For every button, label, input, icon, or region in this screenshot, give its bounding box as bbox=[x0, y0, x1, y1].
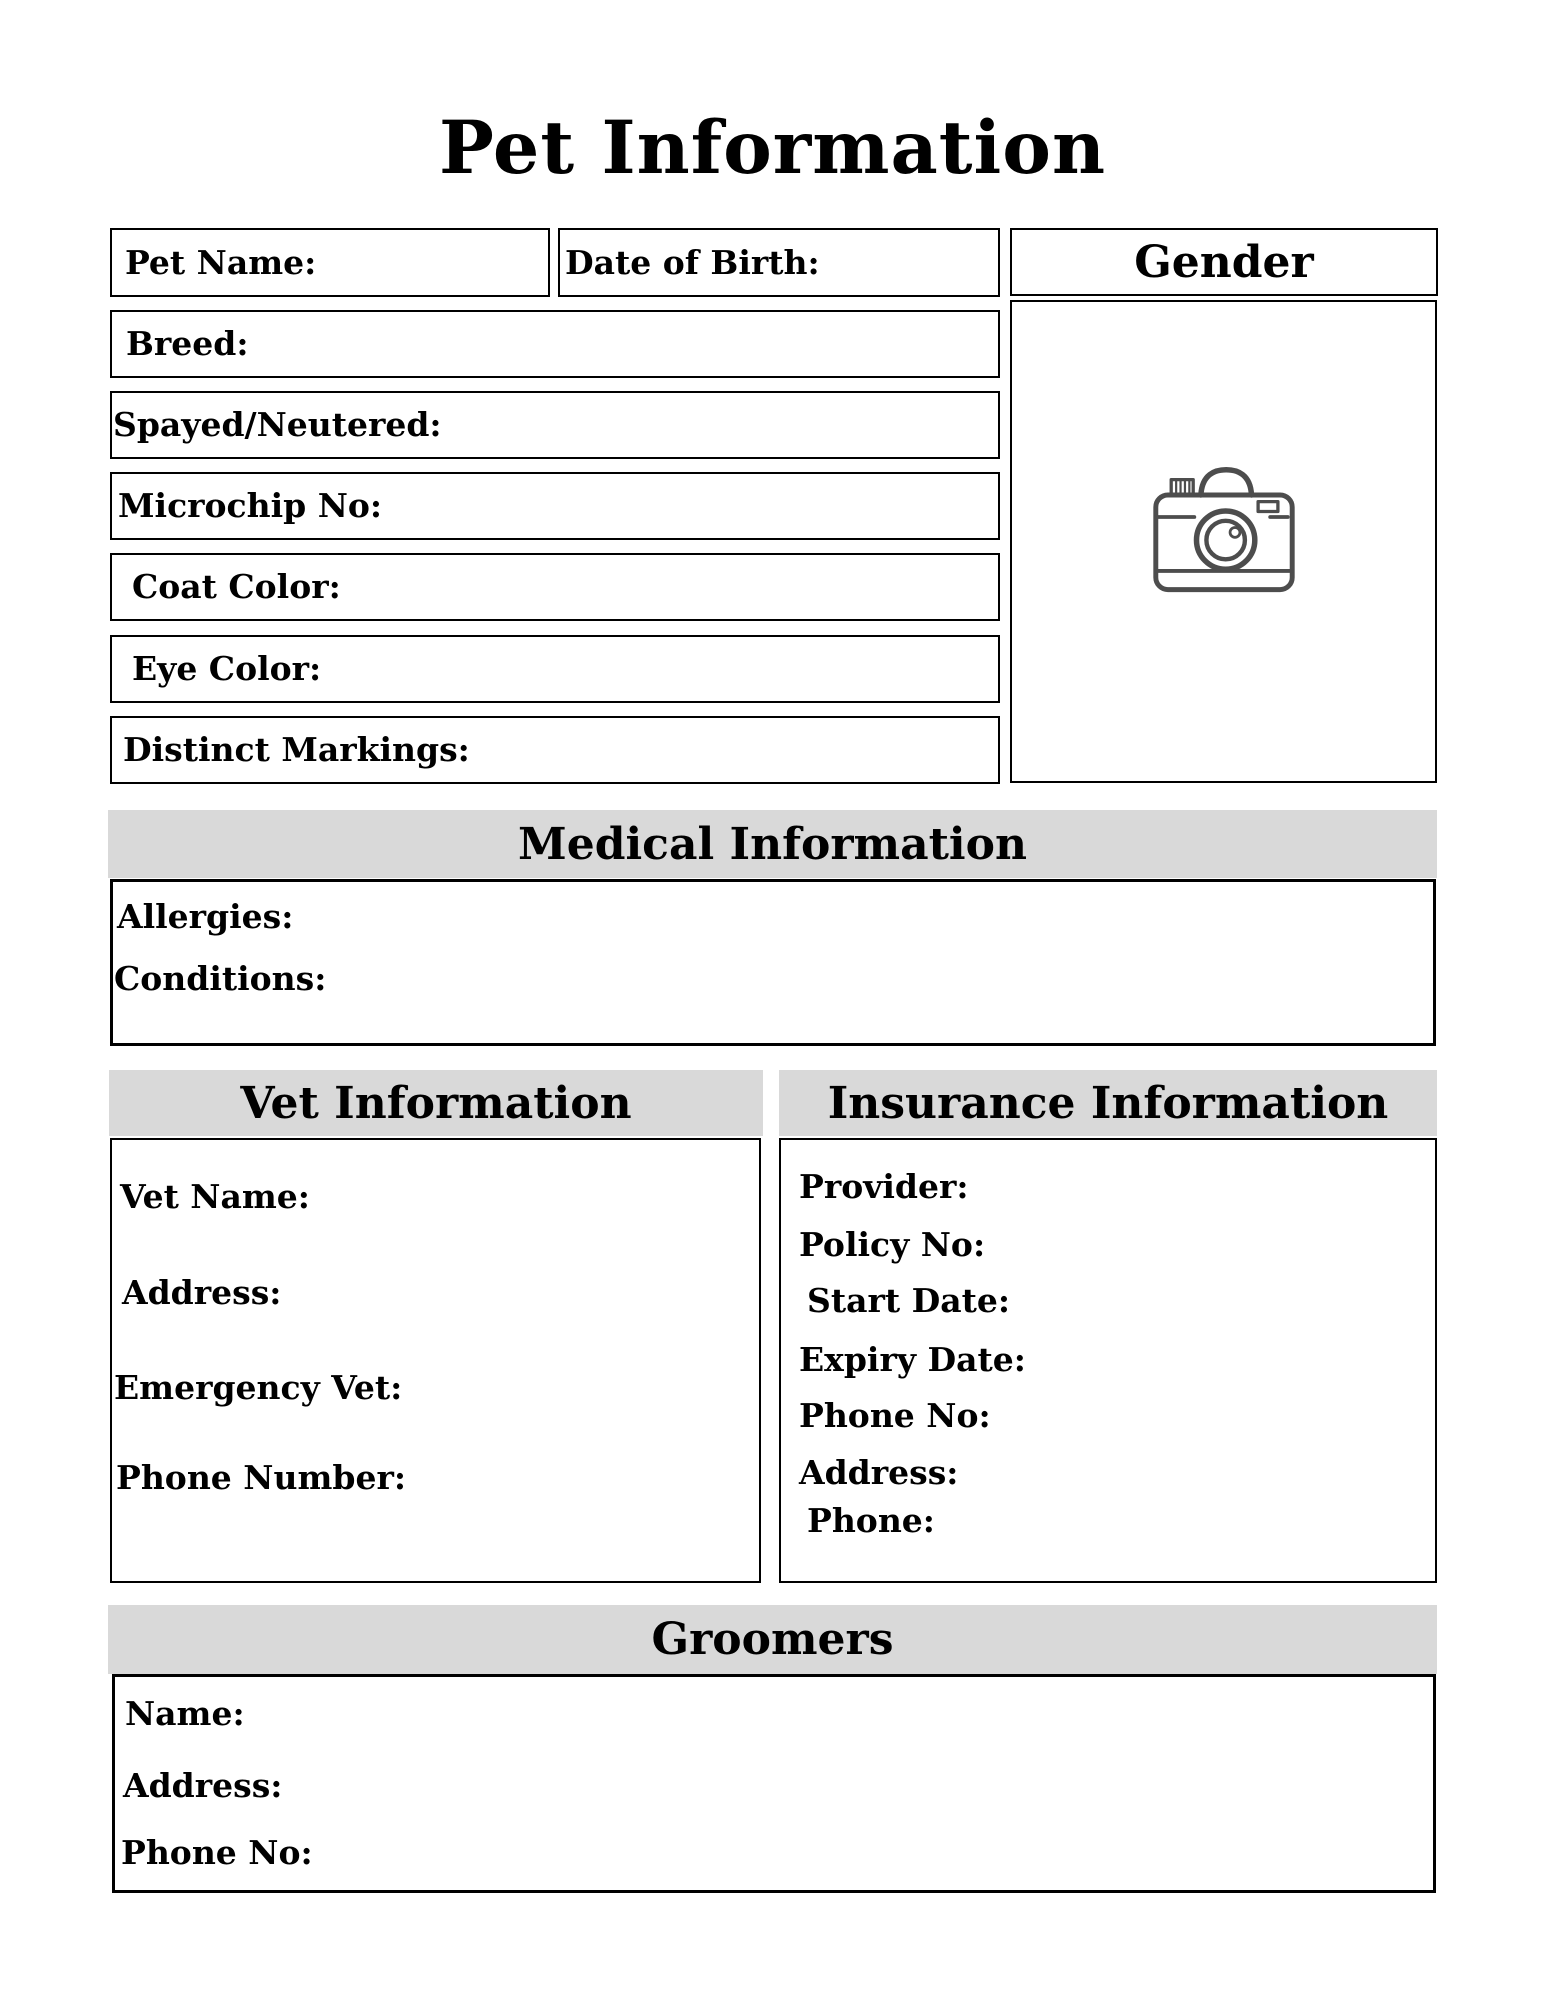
distinct-markings-field[interactable] bbox=[110, 716, 1000, 784]
groomers-header-label: Groomers bbox=[651, 1614, 894, 1665]
camera-icon bbox=[1136, 451, 1312, 609]
groomer-phone-no-label: Phone No: bbox=[121, 1833, 313, 1872]
policy-no-label: Policy No: bbox=[799, 1225, 986, 1264]
microchip-no-field[interactable] bbox=[110, 472, 1000, 540]
vet-address-label: Address: bbox=[122, 1273, 282, 1312]
insurance-section-header bbox=[779, 1070, 1437, 1136]
gender-header-box bbox=[1010, 228, 1438, 296]
photo-placeholder[interactable] bbox=[1010, 300, 1437, 783]
conditions-label: Conditions: bbox=[114, 959, 327, 998]
insurance-header-label: Insurance Information bbox=[827, 1077, 1389, 1129]
insurance-phone-no-label: Phone No: bbox=[799, 1396, 991, 1435]
eye-color-field[interactable] bbox=[110, 635, 1000, 703]
spayed-neutered-field[interactable] bbox=[110, 391, 1000, 459]
eye-color-label: Eye Color: bbox=[132, 649, 322, 688]
pet-name-label: Pet Name: bbox=[125, 242, 317, 282]
distinct-markings-label: Distinct Markings: bbox=[123, 730, 470, 769]
emergency-vet-label: Emergency Vet: bbox=[114, 1368, 403, 1407]
insurance-phone-label: Phone: bbox=[807, 1501, 935, 1540]
vet-header-label: Vet Information bbox=[240, 1077, 632, 1129]
page-title: Pet Information bbox=[438, 105, 1107, 191]
vet-info-box[interactable] bbox=[110, 1138, 761, 1583]
groomers-info-box[interactable] bbox=[112, 1674, 1436, 1893]
gender-header-label: Gender bbox=[1134, 236, 1314, 288]
insurance-info-box[interactable] bbox=[779, 1138, 1437, 1583]
groomer-name-label: Name: bbox=[125, 1694, 245, 1733]
spayed-neutered-label: Spayed/Neutered: bbox=[113, 405, 442, 444]
groomer-address-label: Address: bbox=[123, 1766, 283, 1805]
date-of-birth-label: Date of Birth: bbox=[565, 242, 820, 282]
vet-section-header bbox=[109, 1070, 763, 1136]
groomers-section-header bbox=[108, 1605, 1437, 1674]
breed-label: Breed: bbox=[126, 324, 249, 363]
expiry-date-label: Expiry Date: bbox=[799, 1340, 1026, 1379]
start-date-label: Start Date: bbox=[807, 1281, 1010, 1320]
date-of-birth-field[interactable] bbox=[558, 228, 1000, 297]
provider-label: Provider: bbox=[799, 1167, 969, 1206]
insurance-address-label: Address: bbox=[799, 1453, 959, 1492]
coat-color-field[interactable] bbox=[110, 553, 1000, 621]
medical-header-label: Medical Information bbox=[518, 818, 1027, 870]
medical-info-box[interactable] bbox=[110, 879, 1436, 1046]
coat-color-label: Coat Color: bbox=[132, 567, 341, 606]
vet-name-label: Vet Name: bbox=[120, 1177, 310, 1216]
breed-field[interactable] bbox=[110, 310, 1000, 378]
microchip-no-label: Microchip No: bbox=[118, 486, 383, 525]
vet-phone-number-label: Phone Number: bbox=[116, 1458, 407, 1497]
medical-section-header bbox=[108, 810, 1437, 878]
allergies-label: Allergies: bbox=[117, 897, 294, 936]
pet-name-field[interactable] bbox=[110, 228, 550, 297]
